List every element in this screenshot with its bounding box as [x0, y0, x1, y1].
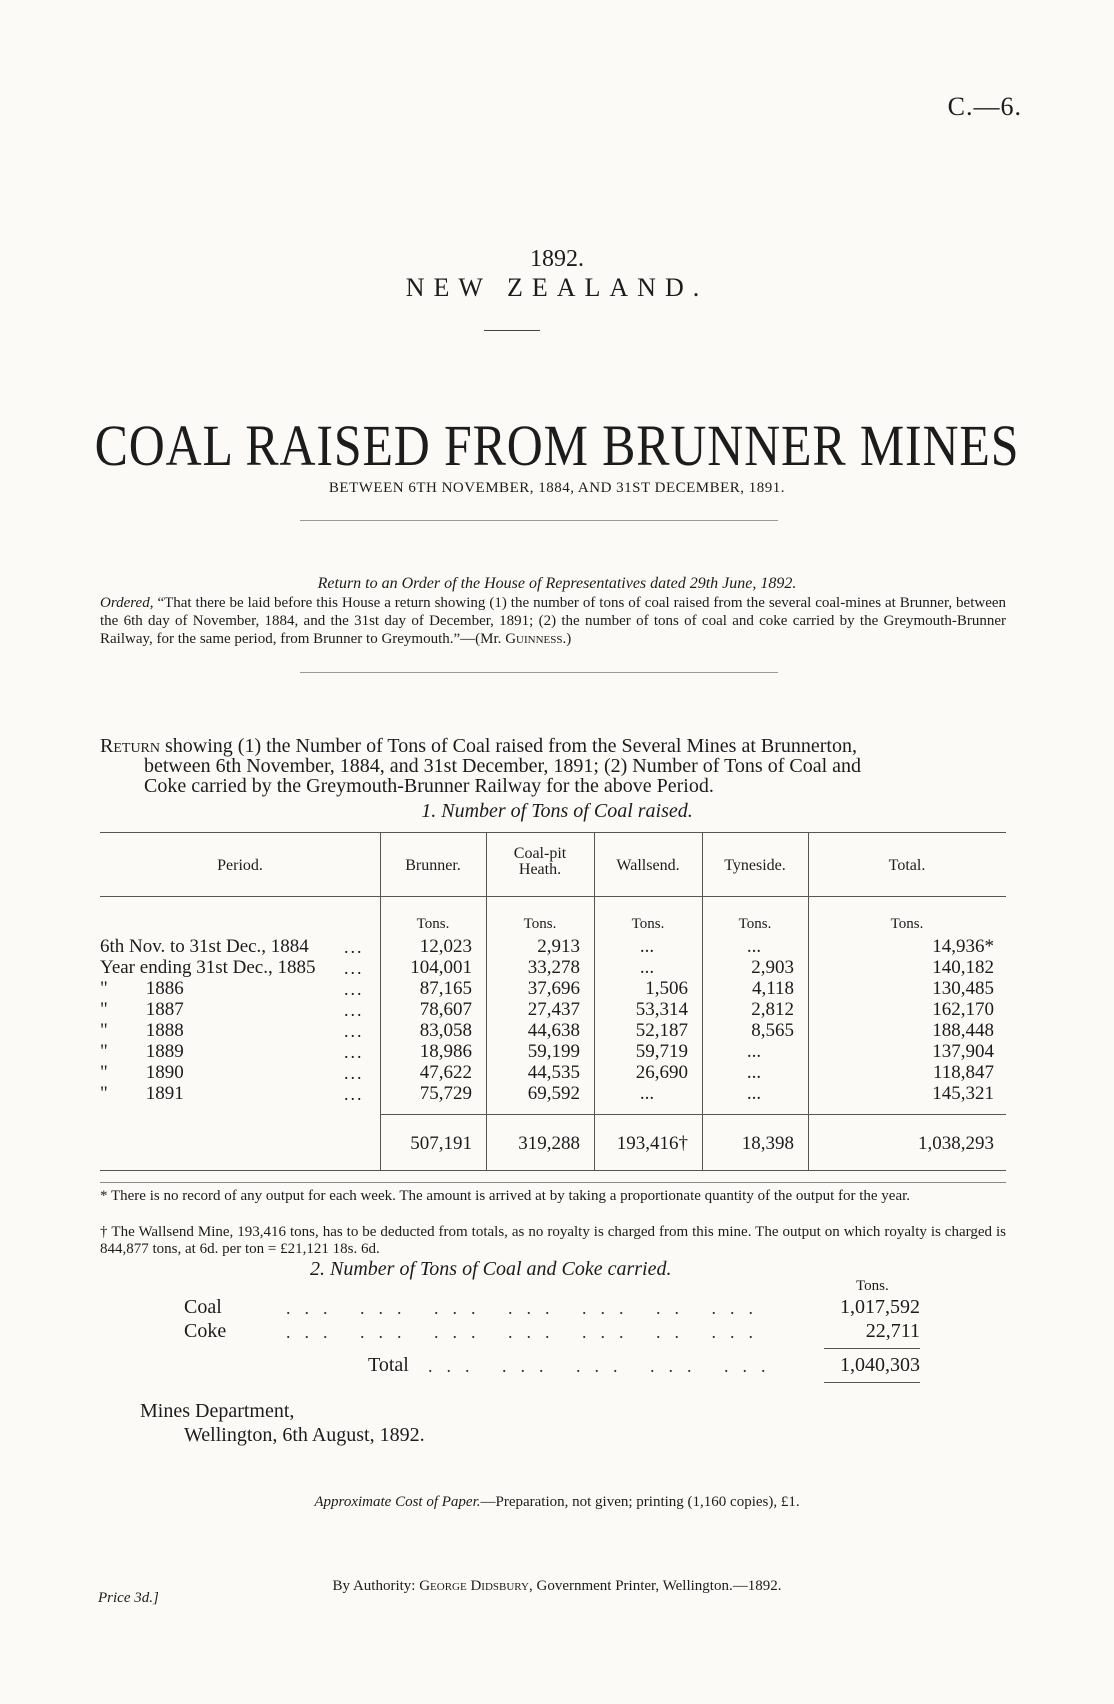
unit-label: Tons. [738, 916, 772, 932]
cell-wallsend: 26,690 [635, 1062, 688, 1083]
document-subtitle: BETWEEN 6TH NOVEMBER, 1884, AND 31ST DECEMBER, 1891. [328, 480, 786, 496]
cell-wallsend: ... [639, 936, 655, 957]
row-period: " 1887 [100, 999, 184, 1020]
signature-line-2: Wellington, 6th August, 1892. [184, 1424, 425, 1446]
cell-coal-pit-heath: 44,638 [527, 1020, 580, 1041]
cell-coal-pit-heath: 2,913 [537, 936, 580, 957]
coal-raised-table [100, 832, 1006, 1170]
sum-rule [824, 1382, 920, 1383]
table1-heading: 1. Number of Tons of Coal raised. [421, 800, 693, 822]
cell-tyneside: 2,812 [751, 999, 794, 1020]
document-title: COAL RAISED FROM BRUNNER MINES [94, 413, 1020, 478]
ordered-label: Ordered, [100, 595, 154, 611]
return-order-line: Return to an Order of the House of Representatives dated 29th June, 1892. [317, 575, 797, 592]
cell-tyneside: ... [746, 1041, 762, 1062]
row-leader-dots: ... [344, 1084, 364, 1104]
cell-coal-pit-heath: 33,278 [527, 957, 580, 978]
authority-line [0, 1578, 1114, 1595]
notes-rule [100, 1182, 1006, 1183]
intro-line-3: Coke carried by the Greymouth-Brunner Railway for the above Period. [144, 775, 714, 797]
document-year: 1892. [530, 246, 584, 272]
divider [300, 520, 778, 521]
cell-coal-pit-heath: 69,592 [527, 1083, 580, 1104]
document-reference: C.—6. [947, 92, 1022, 121]
table-top-rule [100, 832, 1006, 833]
divider [300, 672, 778, 673]
cell-brunner: 47,622 [419, 1062, 472, 1083]
unit-label: Tons. [523, 916, 557, 932]
header-period: Period. [217, 857, 263, 874]
price-label: Price 3d.] [98, 1590, 159, 1606]
cost-text: —Preparation, not given; printing (1,160 copies), £1. [480, 1494, 800, 1510]
cell-tyneside: ... [746, 1062, 762, 1083]
total-wallsend: 193,416† [616, 1133, 688, 1154]
coal-label: Coal [184, 1296, 222, 1318]
cell-brunner: 104,001 [410, 957, 472, 978]
cell-coal-pit-heath: 27,437 [527, 999, 580, 1020]
cell-total: 118,847 [932, 1062, 994, 1083]
cell-wallsend: ... [639, 1083, 655, 1104]
cell-tyneside: ... [746, 936, 762, 957]
cost-label: Approximate Cost of Paper. [314, 1494, 481, 1510]
row-leader-dots: ... [344, 1021, 364, 1041]
row-period: 6th Nov. to 31st Dec., 1884 [100, 936, 309, 957]
cell-total: 188,448 [932, 1020, 994, 1041]
unit-label: Tons. [631, 916, 665, 932]
cell-tyneside: 8,565 [751, 1020, 794, 1041]
cell-total: 130,485 [932, 978, 994, 999]
cell-wallsend: 53,314 [635, 999, 688, 1020]
cell-brunner: 12,023 [419, 936, 472, 957]
cell-coal-pit-heath: 44,535 [527, 1062, 580, 1083]
total-brunner: 507,191 [410, 1133, 472, 1154]
cell-wallsend: 59,719 [635, 1041, 688, 1062]
totals-rule [380, 1114, 1006, 1115]
header-brunner: Brunner. [405, 857, 461, 874]
cell-wallsend: ... [639, 957, 655, 978]
row-leader-dots: ... [344, 958, 364, 978]
header-coal-pit-heath: Coal-pit Heath. [513, 845, 567, 878]
header-wallsend: Wallsend. [616, 857, 680, 874]
row-period: " 1886 [100, 978, 184, 999]
table2-heading: 2. Number of Tons of Coal and Coke carried. [310, 1258, 672, 1280]
cell-tyneside: 4,118 [751, 978, 794, 999]
row-leader-dots: ... [344, 979, 364, 999]
ordered-text: “That there be laid before this House a return showing (1) the number of tons of coal raised from the several coal-mines at Brunner, between the 6th day of November, 1884, and the 31st day of December, 1891; (2) the number of tons of coal and coke carried by the Greymouth-Brunner Railway, for the same period, from Brunner to Greymouth.”—(Mr. [100, 595, 1007, 647]
leader-dots: ... ... ... ... ... [428, 1356, 780, 1376]
cell-total: 137,904 [932, 1041, 994, 1062]
header-total: Total. [888, 857, 926, 874]
coke-label: Coke [184, 1320, 227, 1342]
cell-brunner: 78,607 [419, 999, 472, 1020]
unit-label: Tons. [416, 916, 450, 932]
cell-wallsend: 1,506 [645, 978, 688, 999]
intro-lead: Return [100, 735, 161, 757]
cell-tyneside: 2,903 [751, 957, 794, 978]
table-header-rule [100, 896, 1006, 897]
unit-label: Tons. [890, 916, 924, 932]
row-leader-dots: ... [344, 1042, 364, 1062]
leader-dots: ... ... ... ... ... .. ... [286, 1322, 767, 1342]
total-tyneside: 18,398 [741, 1133, 794, 1154]
return-intro [100, 736, 1006, 796]
cell-wallsend: 52,187 [635, 1020, 688, 1041]
row-period: Year ending 31st Dec., 1885 [100, 957, 316, 978]
mover-name: Guinness [505, 631, 563, 647]
authority-suffix: , Government Printer, Wellington.—1892. [528, 1578, 782, 1594]
ordered-paragraph [100, 594, 1006, 648]
row-leader-dots: ... [344, 1000, 364, 1020]
table2-unit: Tons. [856, 1278, 889, 1294]
footnote-dagger: † The Wallsend Mine, 193,416 tons, has to be deducted from totals, as no royalty is charged from this mine. The output on which royalty is charged is 844,877 tons, at 6d. per ton = £21,121 18s. 6d. [100, 1224, 1006, 1257]
total-value: 1,040,303 [840, 1354, 920, 1376]
cell-brunner: 87,165 [419, 978, 472, 999]
intro-line-2: between 6th November, 1884, and 31st December, 1891; (2) Number of Tons of Coal and [144, 755, 862, 777]
row-period: " 1891 [100, 1083, 184, 1104]
coke-value: 22,711 [865, 1320, 920, 1342]
cost-line [0, 1494, 1114, 1511]
document-country: NEW ZEALAND. [405, 273, 709, 302]
sum-rule [824, 1348, 920, 1349]
cell-brunner: 18,986 [419, 1041, 472, 1062]
row-leader-dots: ... [344, 1063, 364, 1083]
row-leader-dots: ... [344, 937, 364, 957]
printer-name: George Didsbury [419, 1578, 529, 1594]
intro-line-1: showing (1) the Number of Tons of Coal raised from the Several Mines at Brunnerton, [160, 735, 857, 757]
cell-total: 140,182 [932, 957, 994, 978]
authority-prefix: By Authority: [332, 1578, 420, 1594]
header-tyneside: Tyneside. [724, 857, 786, 874]
cell-total: 145,321 [932, 1083, 994, 1104]
table-bottom-rule [100, 1170, 1006, 1171]
row-period: " 1889 [100, 1041, 184, 1062]
cell-coal-pit-heath: 37,696 [527, 978, 580, 999]
leader-dots: ... ... ... ... ... .. ... [286, 1298, 767, 1318]
row-period: " 1888 [100, 1020, 184, 1041]
ordered-end: .) [562, 631, 572, 647]
grand-total: 1,038,293 [918, 1133, 994, 1154]
cell-total: 14,936* [932, 936, 994, 957]
cell-brunner: 75,729 [419, 1083, 472, 1104]
cell-brunner: 83,058 [419, 1020, 472, 1041]
row-period: " 1890 [100, 1062, 184, 1083]
coal-value: 1,017,592 [840, 1296, 920, 1318]
total-coal-pit-heath: 319,288 [518, 1133, 580, 1154]
divider [484, 330, 540, 331]
cell-tyneside: ... [746, 1083, 762, 1104]
signature-line-1: Mines Department, [140, 1400, 295, 1422]
footnote-star: * There is no record of any output for each week. The amount is arrived at by taking a proportionate quantity of the output for the year. [100, 1188, 911, 1204]
cell-coal-pit-heath: 59,199 [527, 1041, 580, 1062]
total-label: Total [368, 1354, 409, 1376]
cell-total: 162,170 [932, 999, 994, 1020]
